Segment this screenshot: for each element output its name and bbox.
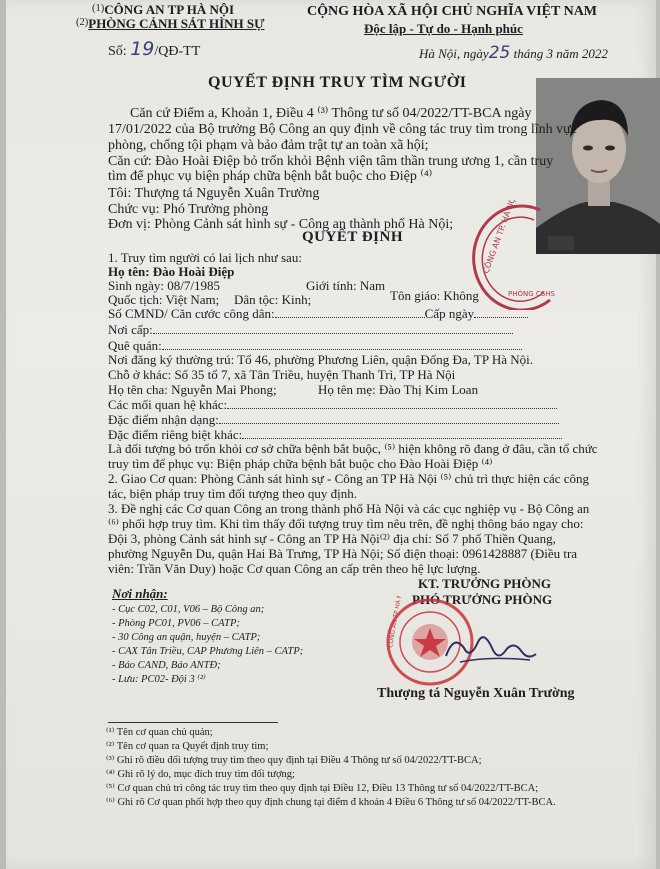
person-dob: Sinh ngày: 08/7/1985 [108, 278, 220, 293]
svg-text:CÔNG AN TP. HÀ NỘI: CÔNG AN TP. HÀ NỘI [481, 200, 519, 275]
person-father: Họ tên cha: Nguyễn Mai Phong; [108, 382, 277, 397]
recipient-item: - Lưu: PC02- Đội 3 ⁽²⁾ [112, 674, 206, 685]
person-nationality: Quốc tịch: Việt Nam; [108, 292, 220, 307]
footnote: ⁽⁶⁾ Ghi rõ Cơ quan phối hợp theo quy định chung tại điểm đ khoản 4 Điều 6 Thông tư số 04/2022/TT-BCA. [106, 797, 556, 808]
svg-text:PHÒNG CSHS: PHÒNG CSHS [508, 290, 555, 298]
person-other-address: Chỗ ở khác: Số 35 tổ 7, xã Tân Triều, huyện Thanh Trì, TP Hà Nội [108, 367, 456, 382]
footnote: ⁽¹⁾ Tên cơ quan chủ quản; [106, 727, 213, 738]
footnote: ⁽³⁾ Ghi rõ điều đối tượng truy tìm theo quy định tại Điều 4 Thông tư số 04/2022/TT-BCA; [106, 755, 482, 766]
person-gender: Giới tính: Nam [306, 278, 386, 293]
agency-name: $^{(1)}$CÔNG AN TP HÀ NỘI [92, 2, 235, 17]
preamble-line-4: Căn cứ: Đào Hoài Điệp bỏ trốn khỏi Bệnh viện tâm thần trung ương 1, cần truy [108, 154, 554, 169]
preamble-line-8: Đơn vị: Phòng Cảnh sát hình sự - Công an thành phố Hà Nội; [108, 217, 454, 232]
preamble-line-2: 17/01/2022 của Bộ trưởng Bộ Công an quy định về công tác truy tìm trong lĩnh vực [108, 122, 577, 137]
recipient-item: - Báo CAND, Báo ANTĐ; [112, 660, 221, 671]
decision-heading: QUYẾT ĐỊNH [302, 229, 403, 245]
unit-name: $^{(2)}$PHÒNG CẢNH SÁT HÌNH SỰ [76, 16, 265, 31]
person-hometown: Quê quán: [108, 338, 522, 354]
body-line-4: tác, biện pháp truy tìm đối tượng theo quy định. [108, 486, 357, 501]
nation-title: CỘNG HÒA XÃ HỘI CHỦ NGHĨA VIỆT NAM [307, 4, 598, 19]
person-residence: Nơi đăng ký thường trú: Tổ 46, phường Phương Liên, quận Đống Đa, TP Hà Nội. [108, 352, 534, 367]
person-ethnicity: Dân tộc: Kinh; [234, 292, 312, 307]
recipient-item: - Phòng PC01, PV06 – CATP; [112, 618, 240, 629]
preamble-line-5: tìm để phục vụ biện pháp chữa bệnh bắt buộc cho Điệp ⁽⁴⁾ [108, 169, 433, 184]
body-line-1: Là đối tượng bỏ trốn khỏi cơ sở chữa bệnh bắt buộc, ⁽⁵⁾ hiện không rõ đang ở đâu, cần tổ chức [108, 441, 598, 456]
recipient-item: - Cục C02, C01, V06 – Bộ Công an; [112, 604, 265, 615]
preamble-line-3: phòng, chống tội phạm và bảo đảm trật tự an toàn xã hội; [108, 138, 429, 153]
person-religion: Tôn giáo: Không [390, 288, 479, 303]
person-id: Số CMND/ Căn cước công dân: Cấp ngày [108, 306, 528, 322]
issue-date: Hà Nội, ngày25 tháng 3 năm 2022 [419, 43, 608, 63]
footnote: ⁽²⁾ Tên cơ quan ra Quyết định truy tìm; [106, 741, 269, 752]
item-1: 1. Truy tìm người có lai lịch như sau: [108, 250, 302, 265]
preamble-line-7: Chức vụ: Phó Trưởng phòng [108, 202, 269, 217]
body-line-5: 3. Đề nghị các Cơ quan Công an trong thành phố Hà Nội và các cục nghiệp vụ - Bộ Công an [108, 501, 590, 516]
person-mother: Họ tên mẹ: Đào Thị Kim Loan [318, 382, 479, 397]
signer-name: Thượng tá Nguyễn Xuân Trường [377, 686, 575, 701]
svg-text:CÔNG AN TP HÀ NỘI: CÔNG AN TP HÀ NỘI [387, 596, 405, 649]
body-line-6: ⁽⁶⁾ phối hợp truy tìm. Khi tìm thấy đối tượng truy tìm nêu trên, đề nghị thông báo ngay cho: [108, 516, 584, 531]
footnote-divider [108, 722, 278, 723]
body-line-3: 2. Giao Cơ quan: Phòng Cảnh sát hình sự - Công an TP Hà Nội ⁽⁵⁾ chủ trì thực hiện các công [108, 471, 590, 486]
preamble-line-1: Căn cứ Điểm a, Khoản 1, Điều 4 ⁽³⁾ Thông tư số 04/2022/TT-BCA ngày [130, 106, 532, 121]
person-id-place: Nơi cấp: [108, 322, 513, 338]
footnote: ⁽⁵⁾ Cơ quan chủ trì công tác truy tìm theo quy định tại Điều 12, Điều 13 Thông tư số 04/2022/TT-BCA; [106, 783, 539, 794]
signature-title-1: KT. TRƯỞNG PHÒNG [418, 576, 552, 591]
recipients-heading: Nơi nhận: [112, 586, 168, 601]
document-title: QUYẾT ĐỊNH TRUY TÌM NGƯỜI [208, 74, 467, 91]
nation-motto: Độc lập - Tự do - Hạnh phúc [364, 21, 523, 36]
document-number: Số: 19/QĐ-TT [108, 38, 201, 60]
body-line-2: truy tìm để phục vụ: Biện pháp chữa bệnh bắt buộc cho Đào Hoài Điệp ⁽⁴⁾ [108, 456, 493, 471]
footnote: ⁽⁴⁾ Ghi rõ lý do, mục đích truy tìm đối tượng; [106, 769, 295, 780]
handwritten-signature [440, 626, 540, 670]
person-name: Họ tên: Đào Hoài Điệp [108, 264, 235, 279]
preamble-line-6: Tôi: Thượng tá Nguyễn Xuân Trường [108, 186, 320, 201]
person-special-features: Đặc điểm riêng biệt khác: [108, 427, 562, 443]
official-seal-photo [470, 200, 562, 310]
recipient-item: - 30 Công an quận, huyện – CATP; [112, 632, 261, 643]
signature-title-2: PHÓ TRƯỞNG PHÒNG [412, 592, 553, 607]
body-line-9: viên: Trần Văn Duy) hoặc Cơ quan Công an cấp trên theo hệ lực lượng. [108, 561, 481, 576]
body-line-8: phường Nguyễn Du, quận Hai Bà Trưng, TP Hà Nội; Số điện thoại: 0961428887 (Điều tra [108, 546, 578, 561]
body-line-7: Đội 3, phòng Cảnh sát hình sự - Công an TP Hà Nội⁽²⁾ địa chỉ: Số 7 phố Thiền Quang, [108, 531, 556, 546]
person-features: Đặc điểm nhận dạng: [108, 412, 559, 428]
recipient-item: - CAX Tân Triều, CAP Phương Liên – CATP; [112, 646, 304, 657]
person-relations: Các mối quan hệ khác: [108, 397, 557, 413]
